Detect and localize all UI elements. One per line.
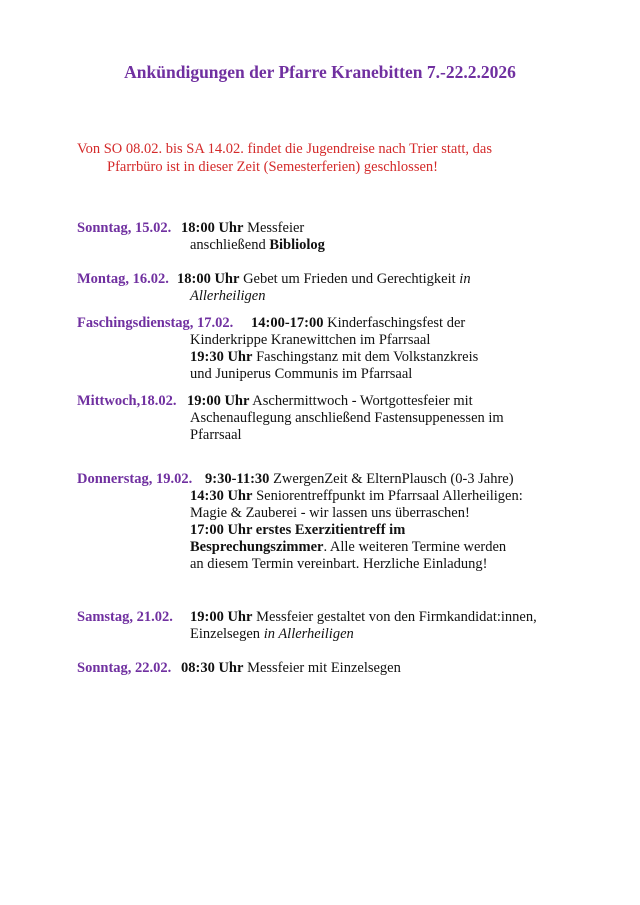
event-text: . Alle weiteren Termine werden xyxy=(323,539,507,555)
event-line xyxy=(190,505,470,522)
event-line xyxy=(181,220,304,237)
event-text: ZwergenZeit & ElternPlausch (0-3 Jahre) xyxy=(269,471,514,487)
event-line xyxy=(251,315,465,332)
event-line xyxy=(190,410,504,427)
event-location-text: in xyxy=(459,271,471,287)
event-text: Einzelsegen xyxy=(190,626,264,642)
event-text: und Juniperus Communis im Pfarrsaal xyxy=(190,366,413,382)
event-text: Magie & Zauberei - wir lassen uns überraschen! xyxy=(190,505,470,521)
event-text: Kinderfaschingsfest der xyxy=(323,315,466,331)
event-time-text: 17:00 Uhr erstes Exerzitientreff im xyxy=(190,522,406,538)
event-location-text: Allerheiligen xyxy=(190,288,266,304)
event-time-text: 18:00 Uhr xyxy=(177,271,240,287)
event-text: Aschermittwoch - Wortgottesfeier mit xyxy=(249,393,473,409)
event-line xyxy=(190,609,537,626)
event-line xyxy=(190,488,523,505)
event-day: Sonntag, 22.02. xyxy=(77,660,172,676)
event-line xyxy=(190,332,430,349)
event-time-text: 14:00-17:00 xyxy=(251,315,324,331)
event-line xyxy=(187,393,473,410)
event-day: Donnerstag, 19.02. xyxy=(77,471,193,487)
event-time-text: 19:30 Uhr xyxy=(190,349,253,365)
event-line xyxy=(177,271,471,288)
event-line xyxy=(190,522,405,539)
event-line xyxy=(190,288,265,305)
event-day: Samstag, 21.02. xyxy=(77,609,173,625)
event-day: Sonntag, 15.02. xyxy=(77,220,172,236)
event-time-text: 19:00 Uhr xyxy=(190,609,253,625)
event-line xyxy=(190,366,412,383)
event-text: anschließend xyxy=(190,237,270,253)
event-line xyxy=(205,471,514,488)
event-text: Messfeier xyxy=(243,220,305,236)
event-text: Kinderkrippe Kranewittchen im Pfarrsaal xyxy=(190,332,431,348)
page-title: Ankündigungen der Pfarre Kranebitten 7.-22.2.2026 xyxy=(124,62,516,82)
event-time-text: 19:00 Uhr xyxy=(187,393,250,409)
event-line xyxy=(190,556,487,573)
event-line xyxy=(190,237,325,254)
notice-line-2: Pfarrbüro ist in dieser Zeit (Semesterferien) geschlossen! xyxy=(107,159,438,175)
event-time-text: Besprechungszimmer xyxy=(190,539,324,555)
event-time-text: 14:30 Uhr xyxy=(190,488,253,504)
event-text: Aschenauflegung anschließend Fastensuppenessen im xyxy=(190,410,504,426)
event-text: Gebet um Frieden und Gerechtigkeit xyxy=(239,271,460,287)
event-time-text: 18:00 Uhr xyxy=(181,220,244,236)
event-text: Pfarrsaal xyxy=(190,427,242,443)
event-text: Messfeier gestaltet von den Firmkandidat:innen, xyxy=(252,609,537,625)
event-line xyxy=(190,349,478,366)
event-time-text: 08:30 Uhr xyxy=(181,660,244,676)
event-line xyxy=(181,660,401,677)
event-line xyxy=(190,626,354,643)
event-line xyxy=(190,539,506,556)
event-day: Mittwoch,18.02. xyxy=(77,393,177,409)
notice-line-1: Von SO 08.02. bis SA 14.02. findet die Jugendreise nach Trier statt, das xyxy=(77,141,492,157)
event-day: Montag, 16.02. xyxy=(77,271,169,287)
event-location-text: in Allerheiligen xyxy=(263,626,354,642)
event-text: Seniorentreffpunkt im Pfarrsaal Allerheiligen: xyxy=(252,488,523,504)
event-time-text: 9:30-11:30 xyxy=(205,471,270,487)
event-day: Faschingsdienstag, 17.02. xyxy=(77,315,234,331)
event-line xyxy=(190,427,242,444)
event-text: an diesem Termin vereinbart. Herzliche Einladung! xyxy=(190,556,488,572)
event-time-text: Bibliolog xyxy=(269,237,325,253)
event-text: Messfeier mit Einzelsegen xyxy=(243,660,401,676)
event-text: Faschingstanz mit dem Volkstanzkreis xyxy=(252,349,479,365)
